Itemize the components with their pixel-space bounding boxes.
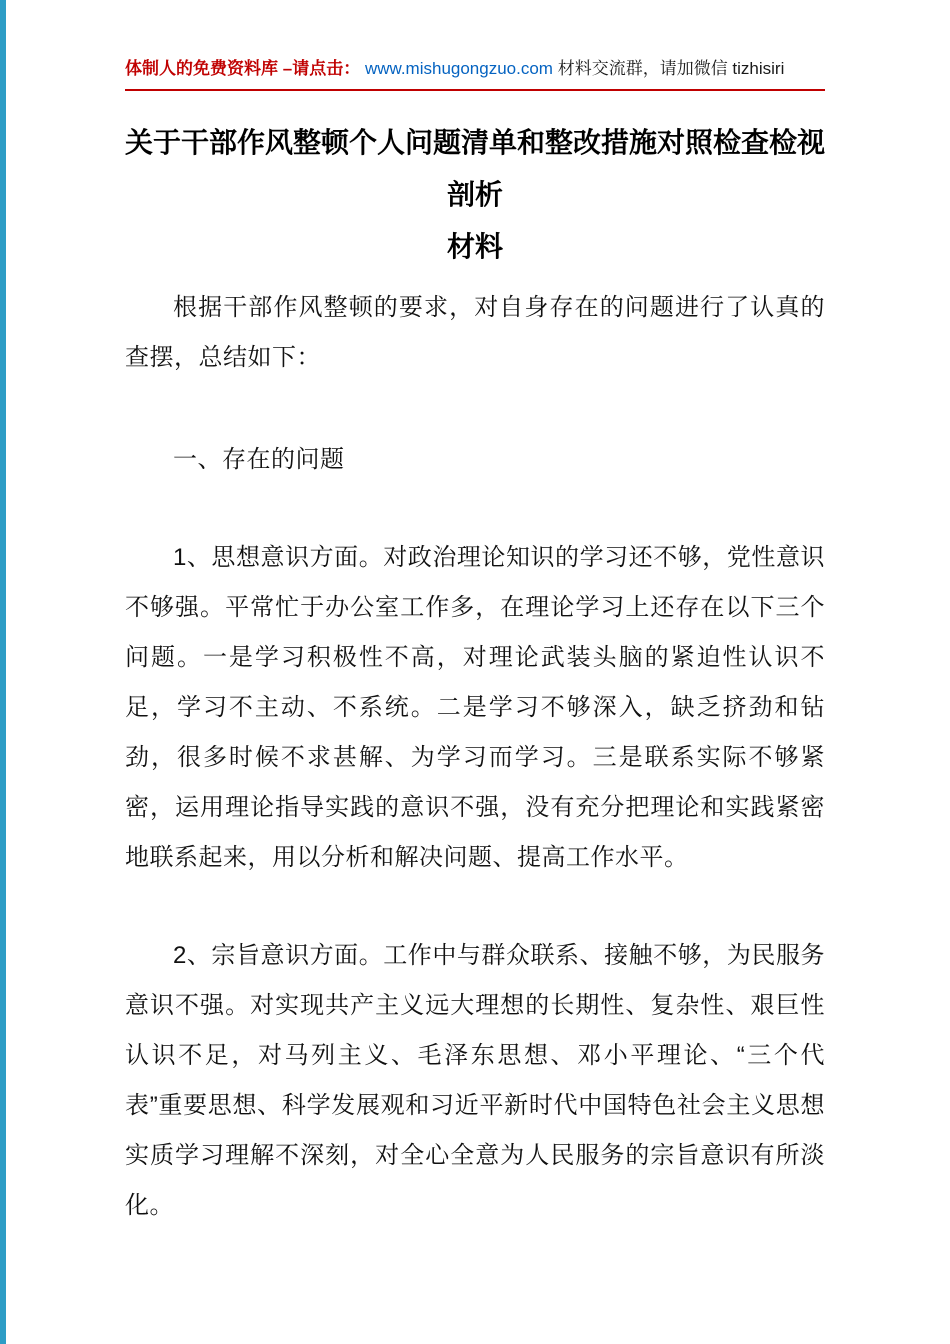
header-brand: 体制人的免费资料库 xyxy=(125,59,278,78)
page-header xyxy=(125,58,825,91)
header-suffix: 材料交流群，请加微信 tizhisiri xyxy=(557,59,785,78)
paragraph-item-1: 1、思想意识方面。对政治理论知识的学习还不够，党性意识不够强。平常忙于办公室工作多，在理论学习上还存在以下三个问题。一是学习积极性不高，对理论武装头脑的紧迫性认识不足，学习不主动、不系统。二是学习不够深入，缺乏挤劲和钻劲，很多时候不求甚解、为学习而学习。三是联系实际不够紧密，运用理论指导实践的意识不强，没有充分把理论和实践紧密地联系起来，用以分析和解决问题、提高工作水平。 xyxy=(125,544,825,871)
header-link[interactable]: www.mishugongzuo.com xyxy=(364,59,553,78)
document-page xyxy=(125,0,825,1231)
paragraph-item-2: 2、宗旨意识方面。工作中与群众联系、接触不够，为民服务意识不强。对实现共产主义远大理想的长期性、复杂性、艰巨性认识不足，对马列主义、毛泽东思想、邓小平理论、“三个代表”重要思想、科学发展观和习近平新时代中国特色社会主义思想实质学习理解不深刻，对全心全意为人民服务的宗旨意识有所淡化。 xyxy=(125,942,825,1219)
document-title xyxy=(125,117,825,273)
section-heading-problems: 一、存在的问题 xyxy=(173,446,345,473)
document-title-line2: 材料 xyxy=(446,231,503,262)
intro-paragraph: 根据干部作风整顿的要求，对自身存在的问题进行了认真的查摆，总结如下： xyxy=(125,294,825,371)
left-edge-strip xyxy=(0,0,6,1344)
header-prompt: –请点击： xyxy=(282,59,361,78)
document-title-line1: 关于干部作风整顿个人问题清单和整改措施对照检查检视剖析 xyxy=(125,127,826,210)
